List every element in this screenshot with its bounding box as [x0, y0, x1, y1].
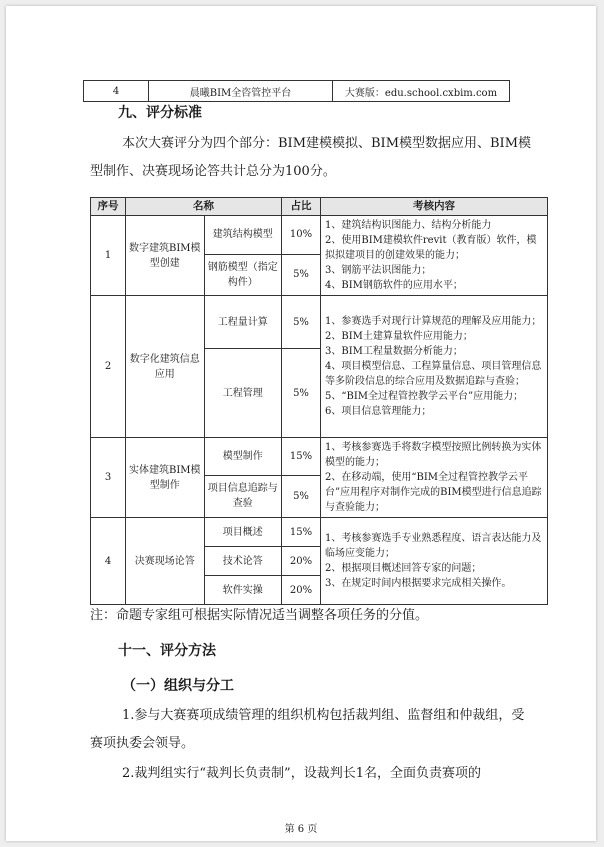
item-name: 模型制作 [204, 438, 282, 476]
table-row [84, 81, 510, 102]
item-ratio: 10% [282, 216, 321, 255]
item-ratio: 5% [282, 254, 321, 295]
group-no: 3 [91, 438, 126, 518]
scoring-table [90, 197, 548, 605]
group-no: 2 [91, 296, 126, 438]
header-content: 考核内容 [321, 198, 548, 216]
content-line: 2、在移动端，使用“BIM全过程管控教学云平台”应用程序对制作完成的BIM模型进行信息追踪与查验能力； [325, 472, 542, 513]
item-ratio: 15% [282, 438, 321, 476]
assessment-content [321, 438, 548, 518]
header-no: 序号 [91, 198, 126, 216]
item-ratio: 5% [282, 475, 321, 517]
content-line: 4、BIM钢筋软件的应用水平； [325, 280, 463, 291]
item-name: 项目概述 [204, 518, 282, 547]
item-name: 项目信息追踪与查验 [204, 475, 282, 517]
item-ratio: 15% [282, 518, 321, 547]
row-number: 4 [84, 81, 149, 102]
item-name: 软件实操 [204, 576, 282, 605]
platform-site: 大赛版：edu.school.cxbim.com [333, 81, 510, 102]
platform-name: 晨曦BIM全咨管控平台 [149, 81, 333, 102]
platform-table [83, 80, 510, 102]
table-header-row [91, 198, 548, 216]
content-line: 1、考核参赛选手将数字模型按照比例转换为实体模型的能力； [325, 442, 542, 468]
content-line: 2、根据项目概述回答专家的问题； [325, 563, 482, 574]
assessment-content [321, 296, 548, 438]
assessment-content [321, 518, 548, 605]
paragraph-1: 1.参与大赛赛项成绩管理的组织机构包括裁判组、监督组和仲裁组，受赛项执委会领导。 [90, 708, 525, 751]
group-name: 数字建筑BIM模型创建 [126, 216, 205, 296]
table-row [91, 438, 548, 476]
assessment-content [321, 216, 548, 296]
document-page [6, 6, 596, 841]
content-line: 3、BIM工程量数据分析能力； [325, 346, 463, 357]
content-line: 5、“BIM全过程管控教学云平台”应用能力； [325, 391, 524, 402]
content-line: 1、参赛选手对现行计算规范的理解及应用能力； [325, 316, 542, 327]
item-name: 工程管理 [204, 349, 282, 438]
group-name: 实体建筑BIM模型制作 [126, 438, 205, 518]
header-name: 名称 [126, 198, 282, 216]
item-name: 技术论答 [204, 547, 282, 576]
subsection-title-organization: （一）组织与分工 [122, 678, 234, 694]
content-line: 1、考核参赛选手专业熟悉程度、语言表达能力及临场应变能力； [325, 533, 542, 559]
content-line: 2、使用BIM建模软件revit（教育版）软件，模拟拟建项目的创建效果的能力； [325, 235, 537, 261]
table-row [91, 216, 548, 255]
section-title-scoring-method: 十一、评分方法 [118, 643, 216, 659]
group-name: 决赛现场论答 [126, 518, 205, 605]
page-number: 第 6 页 [284, 824, 318, 835]
item-name: 钢筋模型（指定构件） [204, 254, 282, 295]
table-row [91, 518, 548, 547]
item-name: 建筑结构模型 [204, 216, 282, 255]
item-ratio: 5% [282, 349, 321, 438]
content-line: 1、建筑结构识图能力、结构分析能力 [325, 220, 492, 231]
group-name: 数字化建筑信息应用 [126, 296, 205, 438]
content-line: 2、BIM土建算量软件应用能力； [325, 331, 473, 342]
content-line: 4、项目模型信息、工程算量信息、项目管理信息等多阶段信息的综合应用及数据追踪与查验； [325, 361, 542, 387]
header-ratio: 占比 [282, 198, 321, 216]
table-note: 注：命题专家组可根据实际情况适当调整各项任务的分值。 [90, 608, 429, 623]
content-line: 3、在规定时间内根据要求完成相关操作。 [325, 578, 512, 589]
item-ratio: 5% [282, 296, 321, 349]
content-line: 6、项目信息管理能力； [325, 406, 432, 417]
paragraph-2: 2.裁判组实行“裁判长负责制”，设裁判长1名，全面负责赛项的 [122, 766, 481, 781]
item-ratio: 20% [282, 547, 321, 576]
table-row [91, 296, 548, 349]
group-no: 4 [91, 518, 126, 605]
section-title-scoring-standard: 九、评分标准 [118, 105, 202, 121]
item-name: 工程量计算 [204, 296, 282, 349]
group-no: 1 [91, 216, 126, 296]
item-ratio: 20% [282, 576, 321, 605]
content-line: 3、钢筋平法识图能力； [325, 265, 432, 276]
scoring-intro: 本次大赛评分为四个部分：BIM建模模拟、BIM模型数据应用、BIM模型制作、决赛现场论答共计总分为100分。 [90, 136, 531, 179]
